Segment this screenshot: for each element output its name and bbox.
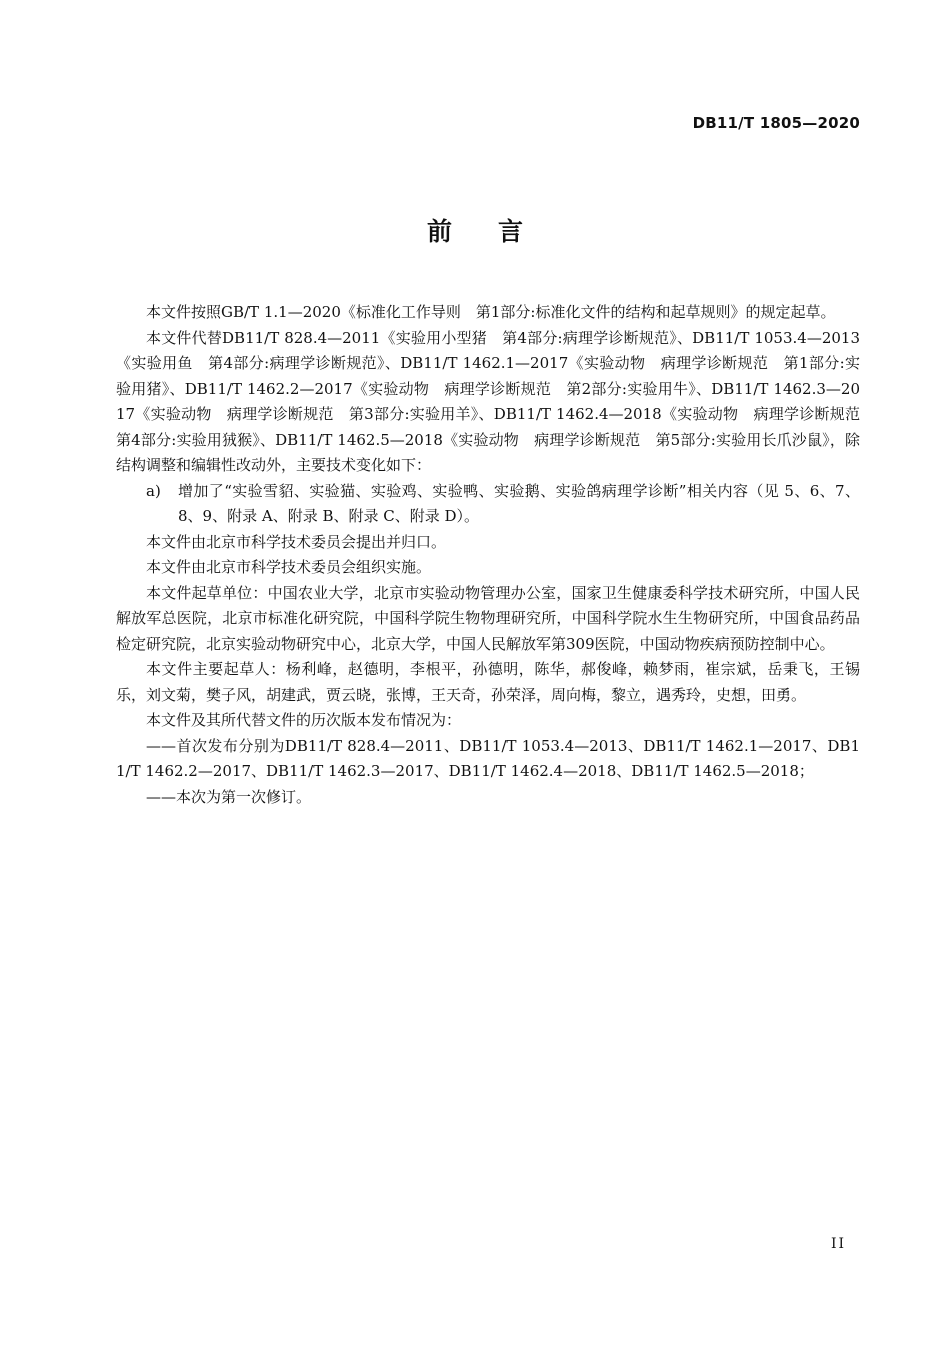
foreword-body	[116, 300, 876, 810]
paragraph-implemented-by: 本文件由北京市科学技术委员会组织实施。	[146, 558, 432, 576]
list-marker: a)	[146, 481, 161, 500]
paragraph-replaced-standards: 本文件代替DB11/T 828.4—2011《实验用小型猪 第4部分:病理学诊断规范》、DB11/T 1053.4—2013《实验用鱼 第4部分:病理学诊断规范》、DB11/T 1462.1—2017《实验动物 病理学诊断规范 第1部分:实验用猪》、DB11/T 1462.2—2017《实验动物 病理学诊断规范 第2部分:实验用牛》、DB11/T 1462.3—2017《实验动物 病理学诊断规范 第3部分:实验用羊》、DB11/T 1462.4—2018《实验动物 病理学诊断规范 第4部分:实验用狨猴》、DB11/T 1462.5—2018《实验动物 病理学诊断规范 第5部分:实验用长爪沙鼠》，除结构调整和编辑性改动外，主要技术变化如下：	[116, 328, 876, 474]
paragraph-version-history: 本文件及其所代替文件的历次版本发布情况为：	[146, 711, 462, 729]
paragraph-drafting-units: 本文件起草单位：中国农业大学，北京市实验动物管理办公室，国家卫生健康委科学技术研究所，中国人民解放军总医院，北京市标准化研究院，中国科学院生物物理研究所，中国科学院水生生物研究所，中国食品药品检定研究院，北京实验动物研究中心，北京大学，中国人民解放军第309医院，中国动物疾病预防控制中心。	[116, 583, 860, 653]
list-item-a	[116, 479, 860, 530]
page-title: 前言	[426, 217, 569, 246]
paragraph-drafting-rules: 本文件按照GB/T 1.1—2020《标准化工作导则 第1部分:标准化文件的结构和起草规则》的规定起草。	[146, 303, 836, 321]
paragraph-drafters: 本文件主要起草人：杨利峰，赵德明，李根平，孙德明，陈华，郝俊峰，赖梦雨，崔宗斌，岳秉飞，王锡乐，刘文菊，樊子风，胡建武，贾云晓，张博，王天奇，孙荣泽，周向梅，黎立，遇秀玲，史想，田勇。	[116, 660, 860, 704]
paragraph-this-revision: ——本次为第一次修订。	[146, 787, 312, 806]
list-item-text: 增加了“实验雪貂、实验猫、实验鸡、实验鸭、实验鹅、实验鸽病理学诊断”相关内容（见 5、6、7、8、9、附录 A、附录 B、附录 C、附录 D）。	[178, 481, 860, 525]
paragraph-proposed-by: 本文件由北京市科学技术委员会提出并归口。	[146, 532, 447, 551]
page-number: II	[830, 1236, 846, 1252]
document-code: DB11/T 1805—2020	[692, 114, 860, 132]
paragraph-first-release: ——首次发布分别为DB11/T 828.4—2011、DB11/T 1053.4—2013、DB11/T 1462.1—2017、DB11/T 1462.2—2017、DB11/T 1462.3—2017、DB11/T 1462.4—2018、DB11/T 1462.5—2018；	[116, 736, 860, 780]
